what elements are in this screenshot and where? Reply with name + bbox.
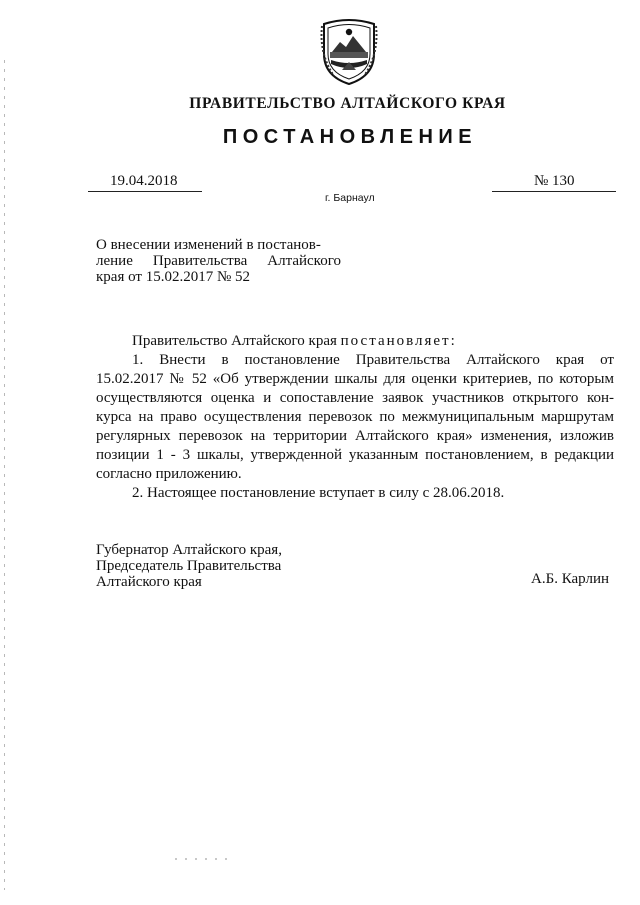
document-body — [96, 332, 614, 503]
signer-name: А.Б. Карлин — [531, 571, 610, 587]
document-type: ПОСТАНОВЛЕНИЕ — [222, 126, 478, 148]
item-1-line: позиции 1 - 3 шкалы, утвержденной указанным постановлением, в редакции — [96, 447, 614, 463]
coat-of-arms-icon — [318, 14, 380, 86]
city: г. Барнаул — [325, 192, 375, 204]
government-name: ПРАВИТЕЛЬСТВО АЛТАЙСКОГО КРАЯ — [189, 95, 506, 112]
item-1-line: согласно приложению. — [96, 466, 242, 482]
subject-line: ление Правительства Алтайского — [96, 253, 341, 269]
date-field — [88, 173, 202, 192]
item-2-line: 2. Настоящее постановление вступает в силу с 28.06.2018. — [132, 485, 505, 501]
intro-verb: постановляет: — [340, 333, 457, 349]
subject-line: края от 15.02.2017 № 52 — [96, 269, 251, 285]
item-1-line: регулярных перевозок на территории Алтайского края» изменения, изложив — [96, 428, 614, 444]
position-line: Председатель Правительства — [96, 558, 282, 574]
number-field — [492, 173, 616, 192]
intro-text: Правительство Алтайского края — [132, 333, 337, 349]
signature-position — [96, 542, 336, 590]
item-1-line: 15.02.2017 № 52 «Об утверждении шкалы для оценки критериев, по которым — [96, 371, 614, 387]
item-1-line: 1. Внести в постановление Правительства Алтайского края от — [132, 352, 614, 368]
subject-block — [96, 237, 341, 285]
position-line: Губернатор Алтайского края, — [96, 542, 282, 558]
scan-edge — [4, 60, 5, 890]
document-date: 19.04.2018 — [110, 173, 178, 189]
position-line: Алтайского края — [96, 574, 202, 590]
item-1-line: курса на право осуществления перевозок по межмуниципальным маршрутам — [96, 409, 614, 425]
item-1-line: осуществляются оценка и сопоставление заявок участников открытого кон- — [96, 390, 614, 406]
document-number: № 130 — [534, 173, 575, 189]
subject-line: О внесении изменений в постанов- — [96, 237, 321, 253]
intro-line — [96, 332, 614, 351]
scan-artifact — [175, 858, 235, 860]
